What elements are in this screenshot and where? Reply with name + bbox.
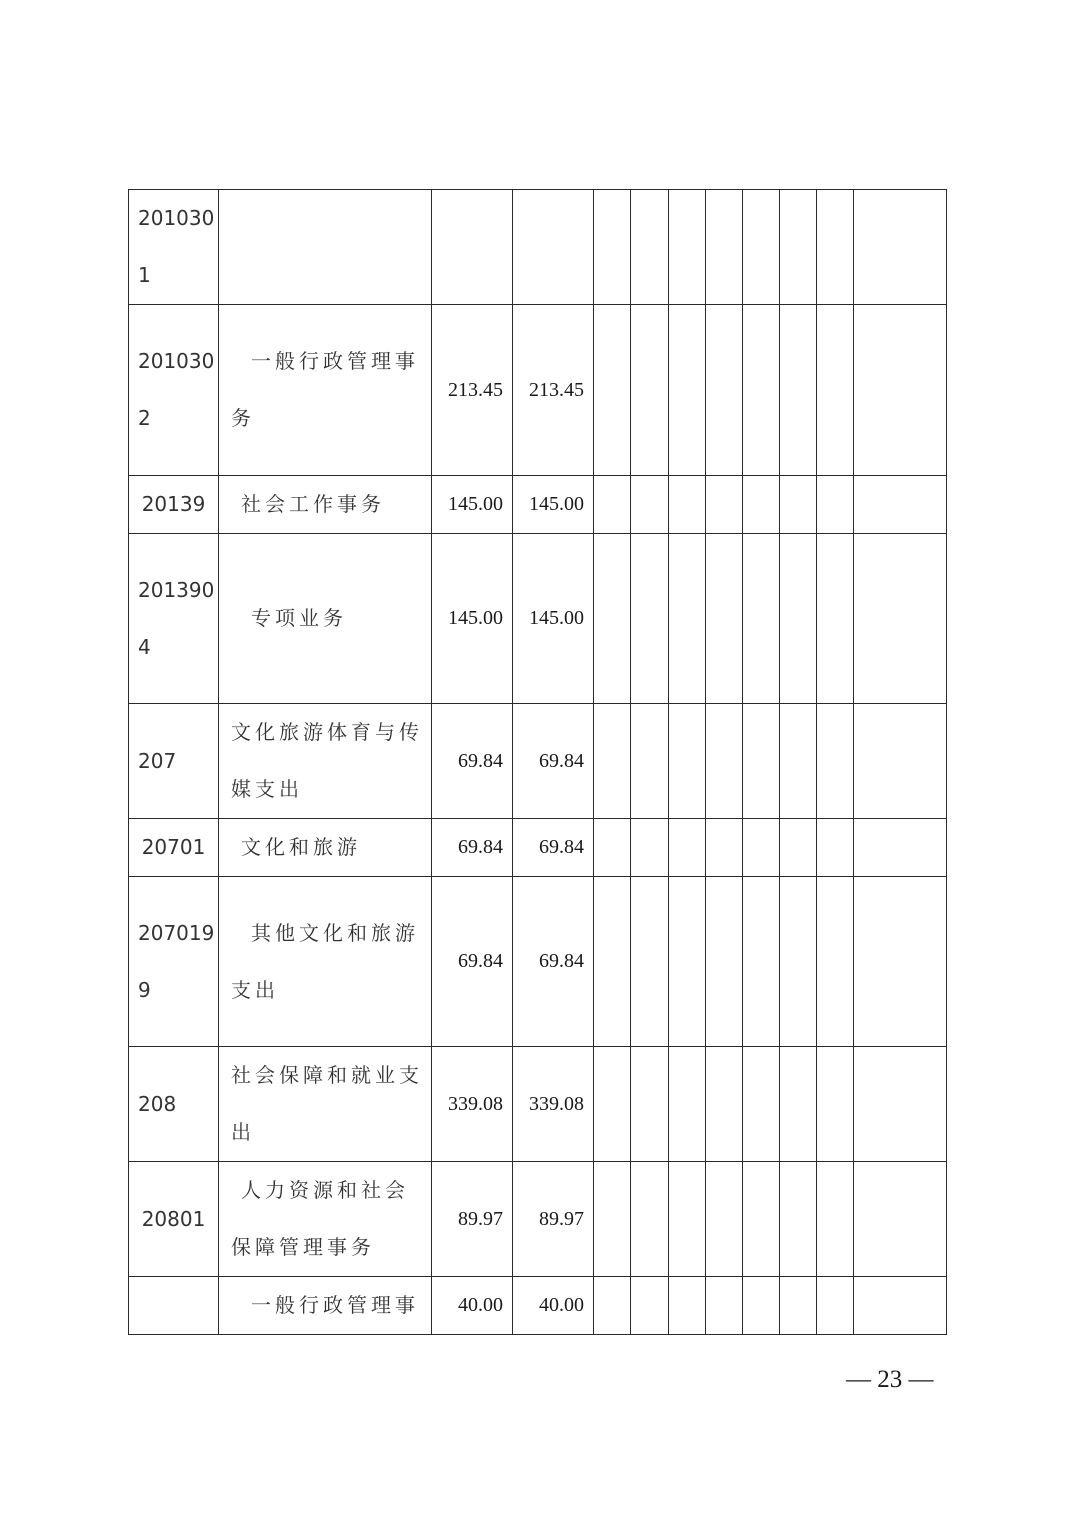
empty-cell	[669, 704, 706, 819]
empty-cell	[631, 1162, 669, 1277]
function-name-text: 文化和旅游	[241, 835, 361, 859]
table-row	[129, 704, 947, 819]
function-code-cell	[129, 305, 219, 476]
function-name-text: 社会工作事务	[241, 492, 385, 516]
empty-cell	[817, 819, 854, 877]
empty-cell	[631, 877, 669, 1047]
empty-cell	[854, 190, 947, 305]
empty-cell	[669, 819, 706, 877]
empty-cell	[669, 534, 706, 704]
empty-cell	[854, 476, 947, 534]
empty-cell	[854, 305, 947, 476]
total-amount-cell: 89.97	[432, 1162, 513, 1277]
empty-cell	[594, 1277, 631, 1335]
empty-cell	[817, 534, 854, 704]
empty-cell	[594, 877, 631, 1047]
empty-cell	[854, 1277, 947, 1335]
table-row	[129, 1047, 947, 1162]
empty-cell	[706, 190, 743, 305]
empty-cell	[706, 704, 743, 819]
empty-cell	[706, 534, 743, 704]
total-amount-cell: 213.45	[432, 305, 513, 476]
function-code-cell	[129, 877, 219, 1047]
empty-cell	[706, 1162, 743, 1277]
empty-cell	[854, 877, 947, 1047]
empty-cell	[780, 305, 817, 476]
empty-cell	[631, 305, 669, 476]
total-amount-cell: 339.08	[432, 1047, 513, 1162]
function-code-cell	[129, 190, 219, 305]
function-name-text: 文化旅游体育与传媒支出	[231, 720, 423, 801]
basic-amount-cell: 213.45	[513, 305, 594, 476]
function-name-cell	[219, 1277, 432, 1335]
table-row	[129, 1162, 947, 1277]
empty-cell	[631, 704, 669, 819]
basic-amount-cell: 145.00	[513, 476, 594, 534]
empty-cell	[780, 534, 817, 704]
function-code-text: 201390	[138, 577, 215, 602]
empty-cell	[706, 1047, 743, 1162]
table-body	[129, 190, 947, 1335]
basic-amount-cell: 69.84	[513, 704, 594, 819]
empty-cell	[631, 1047, 669, 1162]
empty-cell	[706, 819, 743, 877]
empty-cell	[706, 1277, 743, 1335]
empty-cell	[594, 534, 631, 704]
function-name-cell	[219, 190, 432, 305]
empty-cell	[780, 819, 817, 877]
page-number: — 23 —	[846, 1366, 934, 1393]
empty-cell	[817, 1047, 854, 1162]
empty-cell	[743, 704, 780, 819]
empty-cell	[743, 476, 780, 534]
total-amount-cell: 145.00	[432, 534, 513, 704]
empty-cell	[631, 1277, 669, 1335]
empty-cell	[631, 476, 669, 534]
empty-cell	[594, 1162, 631, 1277]
empty-cell	[669, 476, 706, 534]
empty-cell	[594, 704, 631, 819]
empty-cell	[817, 476, 854, 534]
function-code-text: 201030	[138, 349, 215, 373]
empty-cell	[780, 476, 817, 534]
empty-cell	[817, 305, 854, 476]
total-amount-cell: 69.84	[432, 704, 513, 819]
function-name-text: 一般行政管理事	[251, 1293, 419, 1317]
empty-cell	[631, 534, 669, 704]
empty-cell	[669, 1277, 706, 1335]
empty-cell	[743, 1047, 780, 1162]
function-name-cell	[219, 305, 432, 476]
function-code-cell	[129, 476, 219, 534]
empty-cell	[594, 305, 631, 476]
function-code-cell	[129, 704, 219, 819]
total-amount-cell	[432, 190, 513, 305]
function-name-cell	[219, 1047, 432, 1162]
total-amount-cell: 40.00	[432, 1277, 513, 1335]
function-name-cell	[219, 704, 432, 819]
empty-cell	[854, 1047, 947, 1162]
empty-cell	[631, 819, 669, 877]
total-amount-cell: 69.84	[432, 819, 513, 877]
basic-amount-cell: 89.97	[513, 1162, 594, 1277]
empty-cell	[743, 877, 780, 1047]
empty-cell	[631, 190, 669, 305]
table-row	[129, 305, 947, 476]
function-name-cell	[219, 877, 432, 1047]
function-name-text: 专项业务	[251, 606, 347, 630]
empty-cell	[706, 877, 743, 1047]
table-row	[129, 190, 947, 305]
function-code-text: 207	[138, 748, 177, 773]
function-code-text: 4	[138, 634, 151, 659]
empty-cell	[594, 476, 631, 534]
empty-cell	[817, 877, 854, 1047]
empty-cell	[594, 1047, 631, 1162]
empty-cell	[780, 1047, 817, 1162]
table-row	[129, 1277, 947, 1335]
empty-cell	[780, 190, 817, 305]
function-code-text: 2	[138, 406, 151, 430]
empty-cell	[743, 305, 780, 476]
empty-cell	[780, 704, 817, 819]
function-name-text: 人力资源和社会保障管理事务	[231, 1178, 409, 1259]
empty-cell	[743, 534, 780, 704]
empty-cell	[669, 877, 706, 1047]
total-amount-cell: 145.00	[432, 476, 513, 534]
function-code-cell	[129, 1047, 219, 1162]
empty-cell	[854, 704, 947, 819]
function-code-cell	[129, 1162, 219, 1277]
empty-cell	[780, 1162, 817, 1277]
empty-cell	[780, 877, 817, 1047]
function-name-text: 其他文化和旅游支出	[231, 920, 419, 1002]
function-code-text: 201030	[138, 206, 215, 230]
basic-amount-cell: 40.00	[513, 1277, 594, 1335]
empty-cell	[743, 1277, 780, 1335]
function-code-text: 20801	[141, 1206, 206, 1231]
empty-cell	[706, 476, 743, 534]
function-name-cell	[219, 534, 432, 704]
basic-amount-cell: 69.84	[513, 877, 594, 1047]
function-code-cell	[129, 819, 219, 877]
empty-cell	[594, 190, 631, 305]
empty-cell	[854, 534, 947, 704]
budget-table	[128, 189, 947, 1335]
empty-cell	[817, 1277, 854, 1335]
empty-cell	[669, 1162, 706, 1277]
empty-cell	[743, 819, 780, 877]
basic-amount-cell	[513, 190, 594, 305]
empty-cell	[706, 305, 743, 476]
function-code-text: 208	[138, 1091, 177, 1116]
table-row	[129, 819, 947, 877]
function-name-text: 社会保障和就业支出	[231, 1063, 423, 1144]
function-code-cell	[129, 1277, 219, 1335]
empty-cell	[669, 1047, 706, 1162]
empty-cell	[669, 190, 706, 305]
function-code-text: 20701	[141, 835, 206, 859]
basic-amount-cell: 339.08	[513, 1047, 594, 1162]
function-code-cell	[129, 534, 219, 704]
function-name-cell	[219, 1162, 432, 1277]
table-row	[129, 877, 947, 1047]
function-name-cell	[219, 476, 432, 534]
function-name-text: 一般行政管理事务	[231, 349, 419, 430]
function-code-text: 20139	[141, 492, 206, 516]
function-code-text: 207019	[138, 920, 215, 945]
empty-cell	[854, 1162, 947, 1277]
empty-cell	[854, 819, 947, 877]
empty-cell	[743, 1162, 780, 1277]
function-code-text: 9	[138, 977, 151, 1002]
empty-cell	[669, 305, 706, 476]
empty-cell	[817, 704, 854, 819]
empty-cell	[817, 1162, 854, 1277]
empty-cell	[780, 1277, 817, 1335]
table-row	[129, 476, 947, 534]
empty-cell	[743, 190, 780, 305]
basic-amount-cell: 145.00	[513, 534, 594, 704]
basic-amount-cell: 69.84	[513, 819, 594, 877]
table-row	[129, 534, 947, 704]
empty-cell	[594, 819, 631, 877]
empty-cell	[817, 190, 854, 305]
function-code-text: 1	[138, 263, 151, 287]
total-amount-cell: 69.84	[432, 877, 513, 1047]
function-name-cell	[219, 819, 432, 877]
